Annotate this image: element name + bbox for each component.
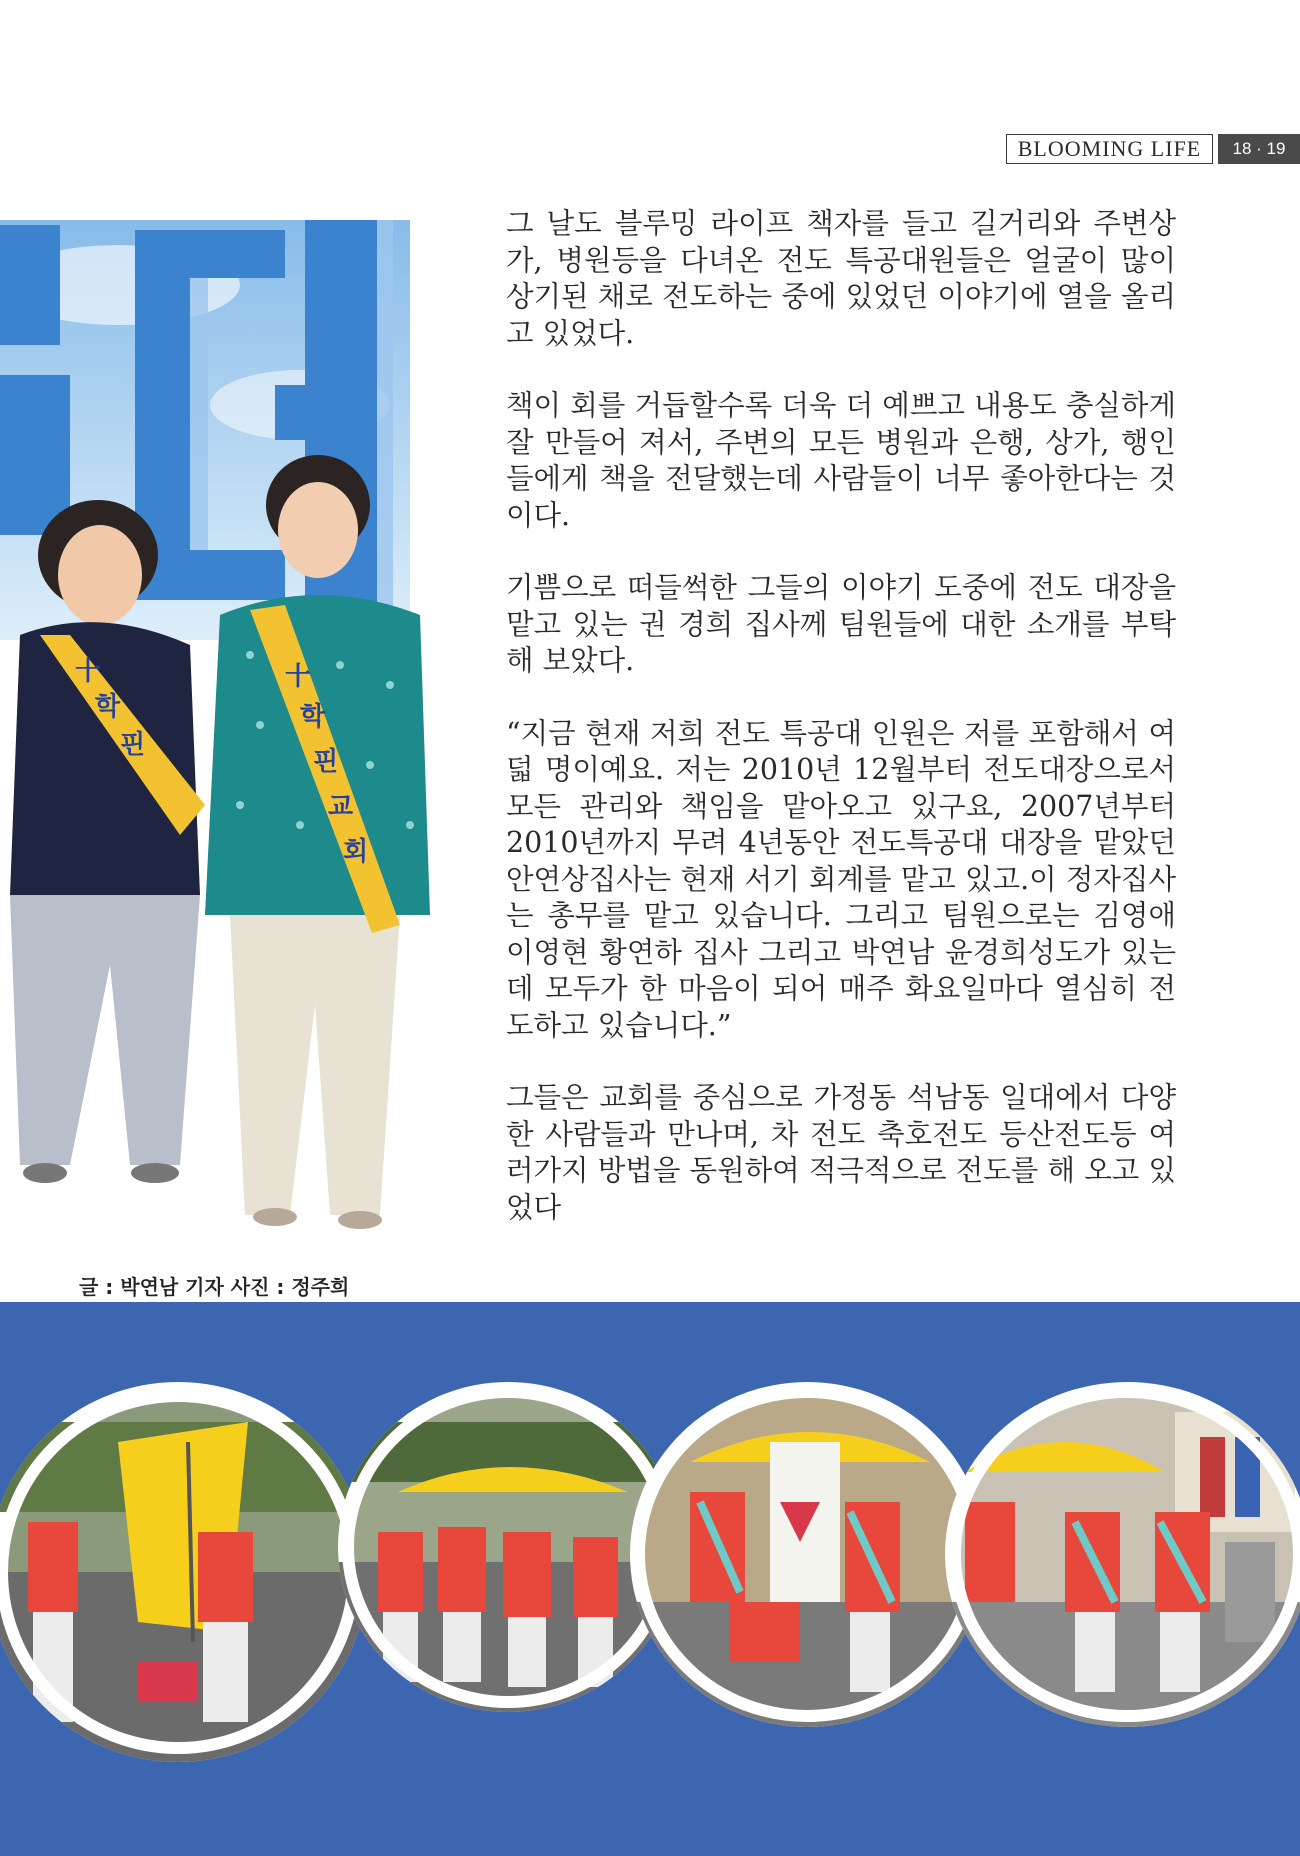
article-body [506, 206, 1176, 1262]
photo-umbrella-setup [0, 1382, 368, 1762]
magazine-brand: BLOOMING LIFE [1006, 134, 1213, 164]
svg-text:교: 교 [328, 792, 354, 822]
photo-credit: 글 : 박연남 기자 사진 : 정주희 [79, 1275, 350, 1299]
article-paragraph-2: 책이 회를 거듭할수록 더욱 더 예쁘고 내용도 충실하게 잘 만들어 져서, 주변의 모든 병원과 은행, 상가, 행인들에게 책을 전달했는데 사람들이 너무 좋아한다는 것이다. [506, 389, 1176, 532]
svg-text:핀: 핀 [313, 747, 339, 777]
article-paragraph-4: “지금 현재 저희 전도 특공대 인원은 저를 포함해서 여덟 명이예요. 저는 2010년 12월부터 전도대장으로서 모든 관리와 책임을 맡아오고 있구요, 2007년부터 2010년까지 무려 4년동안 전도특공대 대장을 맡았던 안연상집사는 현재 서기 회계를 맡고 있고.이 정자집사는 총무를 맡고 있습니다. 그리고 팀원으로는 김영애 이영현 황연하 집사 그리고 박연남 윤경희성도가 있는데 모두가 한 마음이 되어 매주 화요일마다 열심히 전도하고 있습니다.” [506, 716, 1176, 1042]
hero-photo [0, 205, 470, 1230]
svg-text:학: 학 [95, 692, 121, 722]
svg-text:회: 회 [343, 837, 369, 867]
article-paragraph-1: 그 날도 블루밍 라이프 책자를 들고 길거리와 주변상가, 병원등을 다녀온 전도 특공대원들은 얼굴이 많이 상기된 채로 전도하는 중에 있었던 이야기에 열을 올리고 있었다. [506, 207, 1176, 350]
svg-text:十: 十 [285, 662, 312, 692]
photo-stall-group [338, 1382, 678, 1712]
article-paragraph-3: 기쁨으로 떠들썩한 그들의 이야기 도중에 전도 대장을 맡고 있는 권 경희 집사께 팀원들에 대한 소개를 부탁해 보았다. [506, 571, 1176, 677]
svg-text:핀: 핀 [120, 730, 146, 760]
article-paragraph-5: 그들은 교회를 중심으로 가정동 석남동 일대에서 다양한 사람들과 만나며, 차 전도 축호전도 등산전도등 여러가지 방법을 동원하여 적극적으로 전도를 해 오고 있었다 [506, 1081, 1176, 1224]
page-numbers: 18 · 19 [1218, 134, 1300, 164]
photo-banner-setup [630, 1382, 985, 1727]
svg-text:학: 학 [300, 702, 326, 732]
photo-street-stall [945, 1382, 1300, 1727]
svg-text:十: 十 [75, 657, 102, 687]
